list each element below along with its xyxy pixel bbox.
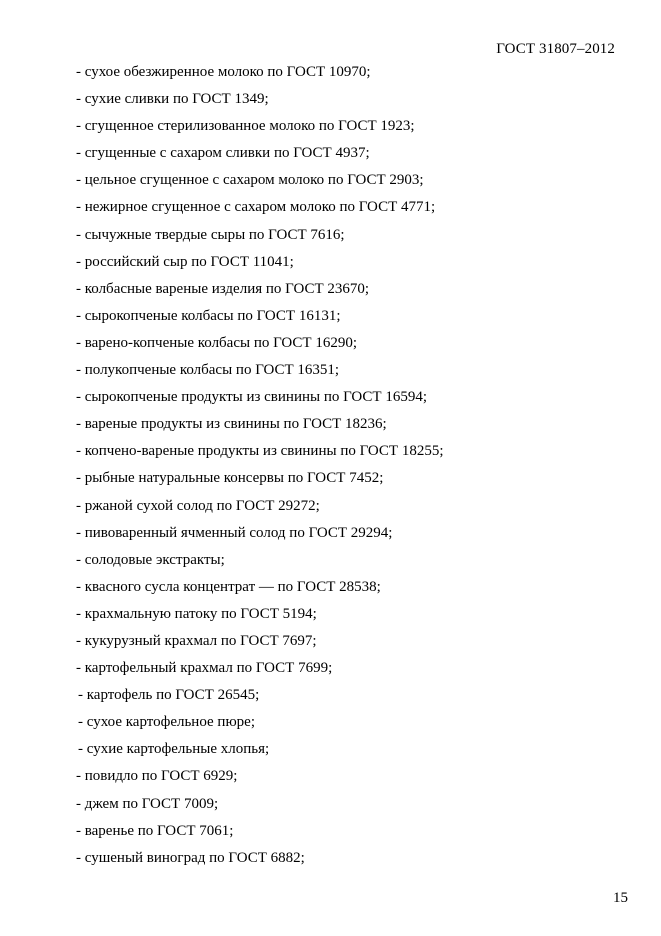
- list-item: - сычужные твердые сыры по ГОСТ 7616;: [76, 226, 345, 243]
- list-item: - сгущенные с сахаром сливки по ГОСТ 4937;: [76, 145, 370, 162]
- list-item: - российский сыр по ГОСТ 11041;: [76, 253, 294, 270]
- list-item: - повидло по ГОСТ 6929;: [76, 768, 238, 785]
- list-item: - сухое картофельное пюре;: [78, 714, 255, 731]
- list-item: - колбасные вареные изделия по ГОСТ 23670;: [76, 280, 370, 297]
- list-item: - варенье по ГОСТ 7061;: [76, 822, 234, 839]
- list-item: - сухие сливки по ГОСТ 1349;: [76, 91, 269, 108]
- product-list: [76, 59, 444, 872]
- list-item: - пивоваренный ячменный солод по ГОСТ 29294;: [76, 524, 393, 541]
- list-item: - кукурузный крахмал по ГОСТ 7697;: [76, 632, 317, 649]
- list-item: - ржаной сухой солод по ГОСТ 29272;: [76, 497, 320, 514]
- list-item: - сырокопченые продукты из свинины по ГОСТ 16594;: [76, 389, 428, 406]
- list-item: - сгущенное стерилизованное молоко по ГОСТ 1923;: [76, 118, 415, 135]
- list-item: - нежирное сгущенное с сахаром молоко по ГОСТ 4771;: [76, 199, 436, 216]
- list-item: - квасного сусла концентрат — по ГОСТ 28538;: [76, 578, 381, 595]
- page-number: 15: [613, 890, 628, 906]
- list-item: - варено-копченые колбасы по ГОСТ 16290;: [76, 334, 358, 351]
- document-code-header: ГОСТ 31807–2012: [496, 41, 615, 57]
- list-item: - сырокопченые колбасы по ГОСТ 16131;: [76, 307, 341, 324]
- list-item: - солодовые экстракты;: [76, 551, 225, 568]
- list-item: - рыбные натуральные консервы по ГОСТ 7452;: [76, 470, 384, 487]
- list-item: - сухие картофельные хлопья;: [78, 741, 270, 758]
- list-item: - цельное сгущенное с сахаром молоко по ГОСТ 2903;: [76, 172, 424, 189]
- list-item: - крахмальную патоку по ГОСТ 5194;: [76, 605, 317, 622]
- list-item: - картофельный крахмал по ГОСТ 7699;: [76, 660, 333, 677]
- list-item: - сушеный виноград по ГОСТ 6882;: [76, 849, 305, 866]
- list-item: - сухое обезжиренное молоко по ГОСТ 10970;: [76, 64, 371, 80]
- list-item: - копчено-вареные продукты из свинины по ГОСТ 18255;: [76, 443, 444, 460]
- list-item: - картофель по ГОСТ 26545;: [78, 687, 260, 704]
- list-item: - джем по ГОСТ 7009;: [76, 795, 219, 812]
- list-item: - полукопченые колбасы по ГОСТ 16351;: [76, 362, 340, 379]
- list-item: - вареные продукты из свинины по ГОСТ 18236;: [76, 416, 387, 433]
